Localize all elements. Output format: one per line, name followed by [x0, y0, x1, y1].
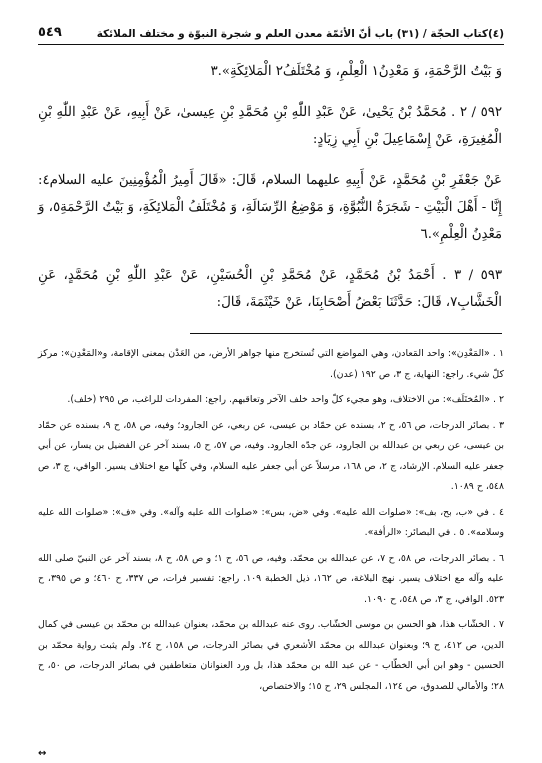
footnotes [38, 344, 504, 702]
footnote-1: ١ . «المَعْدِن»: واحد المَعادن، وهي المواضع التي تُستخرج منها جواهر الأرض، من العَدْن بمعنى الإقامة، و«المَعْدِن»: مركز كلّ شيء. راجع: النهاية، ج ٣، ص ١٩٢ (عدن). [38, 348, 504, 380]
footnote-4-5: ٤ . في «ب، بح، بف»: «صلوات الله عليه». وفي «ض، بس»: «صلوات الله عليه وآله». وفي «ف»: «صلوات الله عليه وسلامه». ٥ . في البصائر: «الرأفة». [38, 506, 504, 538]
footnote-separator [190, 333, 502, 334]
header-title: (٤)كتاب الحجّة / (٣١) باب أنّ الأئمّة معدن العلم و شجرة النبوّة و مختلف الملائكة [96, 28, 504, 40]
hadith-593-chain: ٥٩٣ / ٣ . أَحْمَدُ بْنُ مُحَمَّدٍ، عَنْ مُحَمَّدِ بْنِ الْحُسَيْنِ، عَنْ عَبْدِ اللّٰهِ بْنِ مُحَمَّدٍ، عَنِ الْخَشَّابِ٧، قَالَ: حَدَّثَنَا بَعْضُ أَصْحَابِنَا، عَنْ خَيْثَمَةَ، قَالَ: [38, 268, 503, 310]
footnote-2: ٢ . «المُختَلَف»: من الاختلاف، وهو مجيء كلّ واحد خلف الآخر وتعاقبهم. راجع: المفردات للراغب، ص ٢٩٥ (خلف). [67, 394, 504, 405]
hadith-592-chain: ٥٩٢ / ٢ . مُحَمَّدُ بْنُ يَحْيىٰ، عَنْ عَبْدِ اللّٰهِ بْنِ مُحَمَّدِ بْنِ عِيسىٰ، عَنْ أَبِيهِ، عَنْ عَبْدِ اللّٰهِ بْنِ الْمُغِيرَةِ، عَنْ إِسْمَاعِيلَ بْنِ أَبِي زِيَادٍ: [38, 105, 502, 147]
footnote-3: ٣ . بصائر الدرجات، ص ٥٦، ح ٢، بسنده عن حمّاد بن عيسى، عن ربعي، عن الجارود؛ وفيه، ص ٥٨، ح ٩، بسنده عن حمّاد بن عيسى، عن ربعي بن عبدالله بن الجارود، عن جدّه الجارود. وفيه، ص ٥٧، ح ٥، بسند آخر عن الفضيل بن يسار، عن أبي جعفر عليه السلام. الإرشاد، ج ٢، ص ١٦٨، مرسلاً عن أبي جعفر عليه السلام، وفي كلّها مع اختلاف يسير. الوافي، ج ٣، ص ٥٤٨، ح ١٠٨٩. [38, 419, 505, 492]
page-number: ٥٤٩ [38, 25, 62, 40]
main-text [38, 58, 502, 330]
continuation-mark: ↔ [38, 748, 47, 759]
running-header [38, 14, 504, 45]
paragraph-continuation: وَ بَيْتُ الرَّحْمَةِ، وَ مَعْدِنُ١ الْعِلْمِ، وَ مُخْتَلَفُ٢ الْمَلائِكَةِ».٣ [210, 64, 502, 79]
footnote-6: ٦ . بصائر الدرجات، ص ٥٨، ح ٧، عن عبدالله بن محمّد. وفيه، ص ٥٦، ح ١؛ و ص ٥٨، ح ٨، بسند آخر عن النبيّ صلى الله عليه وآله مع اختلاف يسير. نهج البلاغة، ص ١٦٢، ذيل الخطبة ١٠٩. راجع: تفسير فرات، ص ٣٣٧، ح ٤٦٠؛ و ص ٣٩٥، ح ٥٢٣. الوافي، ج ٣، ص ٥٤٨، ح ١٠٩٠. [38, 552, 504, 605]
hadith-592-text: عَنْ جَعْفَرِ بْنِ مُحَمَّدٍ، عَنْ أَبِيهِ عليهما السلام، قَالَ: «قَالَ أَمِيرُ الْمُؤْمِنِينَ عليه السلام٤: إِنَّا - أَهْلَ الْبَيْتِ - شَجَرَةُ النُّبُوَّةِ، وَ مَوْضِعُ الرِّسَالَةِ، وَ مُخْتَلَفُ الْمَلائِكَةِ، وَ بَيْتُ الرَّحْمَةِ٥، وَ مَعْدِنُ الْعِلْمِ».٦ [38, 173, 502, 242]
footnote-7: ٧ . الخشّاب هذا، هو الحسن بن موسى الخشّاب. روى عنه عبدالله بن محمّد، بعنوان عبدالله بن محمّد بن عيسى في كمال الدين، ص ٤١٢، ح ٩؛ وبعنوان عبدالله بن محمّد الأشعري في بصائر الدرجات، ص ١٥٨، ح ٢٤. ولم يثبت رواية محمّد بن الحسين - وهو ابن أبي الخطّاب - عن عبد الله بن محمّد هذا، بل ورد العنوانان متعاطفين في بصائر الدرجات، ص ٥٠، ح ٢٨؛ والأمالي للصدوق، ص ١٢٤، المجلس ٢٩، ح ١٥؛ والاختصاص، [38, 619, 504, 692]
